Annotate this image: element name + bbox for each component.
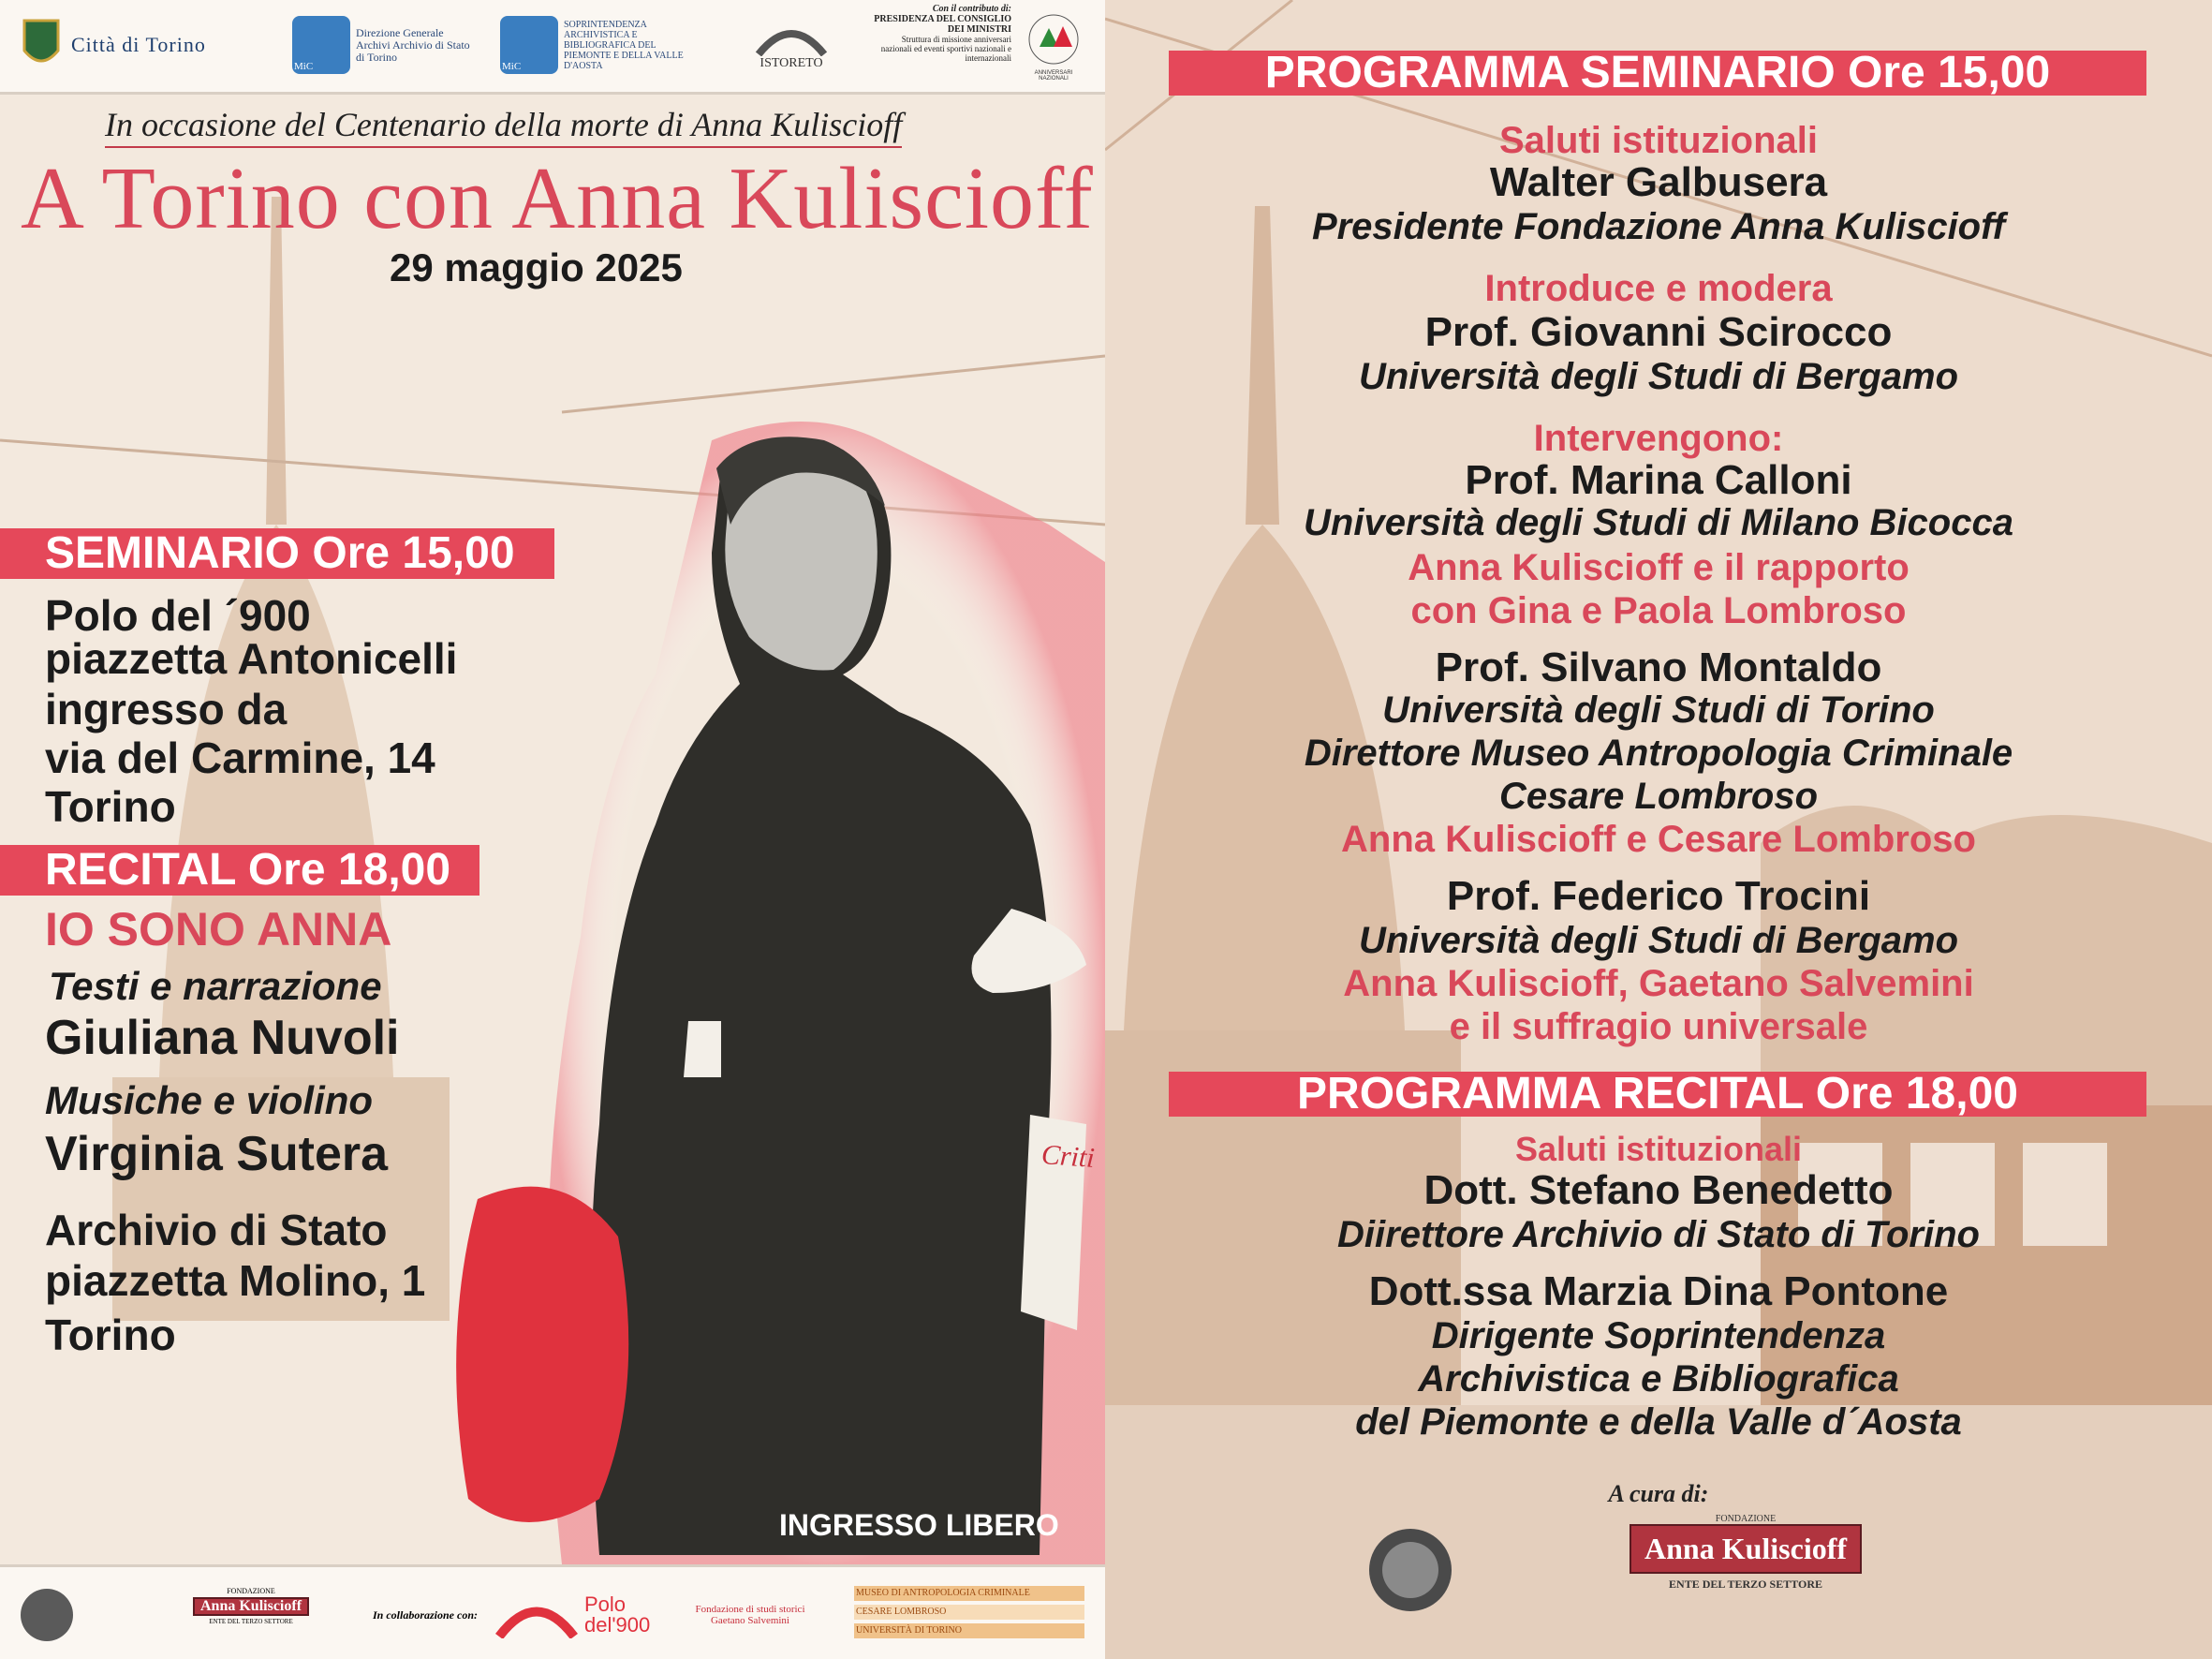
tram-wire <box>562 356 1105 412</box>
soprintendenza-logo: MiC SOPRINTENDENZA ARCHIVISTICA E BIBLIOGRAFICA DEL PIEMONTE E DELLA VALLE D'AOSTA <box>500 11 695 79</box>
left-panel <box>0 0 1105 1659</box>
seminario-line: ingresso da <box>45 685 288 733</box>
polo-arc-icon <box>494 1592 579 1638</box>
salvemini-logo: Fondazione di studi storici Gaetano Salvemini <box>695 1604 805 1626</box>
contributo-block: Con il contributo di: PRESIDENZA DEL CONSIGLIO DEI MINISTRI Struttura di missione anniversari nazionali ed eventi sportivi nazionali e internazionali <box>874 4 1011 63</box>
fondazione-footer-logo: FONDAZIONE Anna Kuliscioff ENTE DEL TERZO SETTORE <box>193 1586 309 1644</box>
event-subtitle: In occasione del Centenario della morte di Anna Kuliscioff <box>105 105 902 148</box>
programma-seminario-heading: PROGRAMMA SEMINARIO Ore 15,00 <box>1169 51 2146 96</box>
speaker-role: Dirigente Soprintendenza <box>1431 1315 1886 1356</box>
comitato-logo <box>1365 1525 1455 1615</box>
flag-icon <box>1021 9 1086 66</box>
speaker-name: Prof. Marina Calloni <box>1465 457 1852 503</box>
talk-title: Anna Kuliscioff e il rapporto <box>1408 547 1910 588</box>
mic-soprintendenza-icon: MiC <box>500 16 558 74</box>
museo-lombroso-logo: MUSEO DI ANTROPOLOGIA CRIMINALE CESARE LOMBROSO UNIVERSITÀ DI TORINO <box>854 1586 1084 1644</box>
speaker-name: Walter Galbusera <box>1489 159 1828 205</box>
recital-role: Testi e narrazione <box>49 964 382 1008</box>
istoreto-arch-icon <box>749 19 833 56</box>
speaker-name: Dott. Stefano Benedetto <box>1423 1167 1894 1213</box>
speaker-role: Università degli Studi di Bergamo <box>1358 920 1959 961</box>
recital-place: piazzetta Molino, 1 <box>45 1256 426 1305</box>
speaker-role: Diirettore Archivio di Stato di Torino <box>1337 1214 1980 1255</box>
speaker-role: Direttore Museo Antropologia Criminale <box>1304 733 2013 774</box>
intervengono-label: Intervengono: <box>1533 418 1784 459</box>
collab-label: In collaborazione con: <box>373 1608 479 1622</box>
speaker-name: Prof. Federico Trocini <box>1446 873 1871 919</box>
archivio-logo: MiC Direzione Generale Archivi Archivio di Stato di Torino <box>292 11 478 79</box>
citta-logo: Città di Torino <box>21 11 206 79</box>
comitato-logo <box>19 1586 75 1644</box>
anniversari-logo: ANNIVERSARI NAZIONALI <box>1021 9 1086 81</box>
right-panel <box>1105 0 2212 1659</box>
recital-performer: Virginia Sutera <box>45 1127 389 1181</box>
speaker-role: Archivistica e Bibliografica <box>1418 1358 1899 1400</box>
speaker-role: Presidente Fondazione Anna Kuliscioff <box>1311 206 2006 247</box>
portrait-figure <box>456 422 1105 1564</box>
seminario-line: piazzetta Antonicelli <box>45 634 458 683</box>
speaker-name: Dott.ssa Marzia Dina Pontone <box>1368 1268 1949 1314</box>
talk-title: e il suffragio universale <box>1449 1006 1868 1047</box>
seminario-line: Torino <box>45 782 176 831</box>
saluti-label: Saluti istituzionali <box>1498 120 1819 161</box>
header-logos <box>0 0 1105 95</box>
speaker-role: del Piemonte e della Valle d´Aosta <box>1355 1401 1962 1443</box>
polo-logo: Polo del'900 <box>494 1586 641 1644</box>
a-cura-label: A cura di: <box>1608 1480 1709 1507</box>
talk-title: con Gina e Paola Lombroso <box>1410 590 1907 631</box>
speaker-role: Cesare Lombroso <box>1498 776 1819 817</box>
recital-place: Torino <box>45 1311 176 1359</box>
ingresso-libero: INGRESSO LIBERO <box>779 1508 1059 1542</box>
recital-heading: RECITAL Ore 18,00 <box>0 845 479 896</box>
talk-title: Anna Kuliscioff, Gaetano Salvemini <box>1343 963 1974 1004</box>
mic-archivio-icon: MiC <box>292 16 350 74</box>
comitato-emblem-icon <box>19 1587 75 1643</box>
seminario-line: Polo del ´900 <box>45 591 311 640</box>
speaker-role: Università degli Studi di Bergamo <box>1358 356 1959 397</box>
torino-crest-icon <box>21 17 62 73</box>
fondazione-kuliscioff-logo: FONDAZIONE Anna Kuliscioff ENTE DEL TERZO SETTORE <box>1630 1514 1862 1592</box>
programma-recital-heading: PROGRAMMA RECITAL Ore 18,00 <box>1169 1072 2146 1117</box>
recital-role: Musiche e violino <box>45 1078 374 1122</box>
recital-place: Archivio di Stato <box>45 1206 388 1254</box>
comitato-emblem-icon <box>1365 1525 1455 1615</box>
speaker-role: Università degli Studi di Milano Bicocca <box>1304 502 2013 543</box>
speaker-name: Prof. Silvano Montaldo <box>1435 644 1882 690</box>
talk-title: Anna Kuliscioff e Cesare Lombroso <box>1341 819 1976 860</box>
footer-logos <box>0 1564 1105 1659</box>
introduce-label: Introduce e modera <box>1484 268 1833 309</box>
seminario-heading: SEMINARIO Ore 15,00 <box>0 528 554 579</box>
saluti-label: Saluti istituzionali <box>1514 1130 1803 1168</box>
seminario-line: via del Carmine, 14 <box>45 733 435 782</box>
recital-performer: Giuliana Nuvoli <box>45 1011 400 1065</box>
event-title: A Torino con Anna Kuliscioff <box>21 150 1094 247</box>
speaker-name: Prof. Giovanni Scirocco <box>1424 309 1893 355</box>
istoreto-logo: ISTORETO <box>749 11 833 79</box>
newspaper-text: Criti <box>1040 1139 1096 1174</box>
speaker-role: Università degli Studi di Torino <box>1382 689 1935 731</box>
event-date: 29 maggio 2025 <box>390 245 683 289</box>
recital-title: IO SONO ANNA <box>45 903 392 955</box>
